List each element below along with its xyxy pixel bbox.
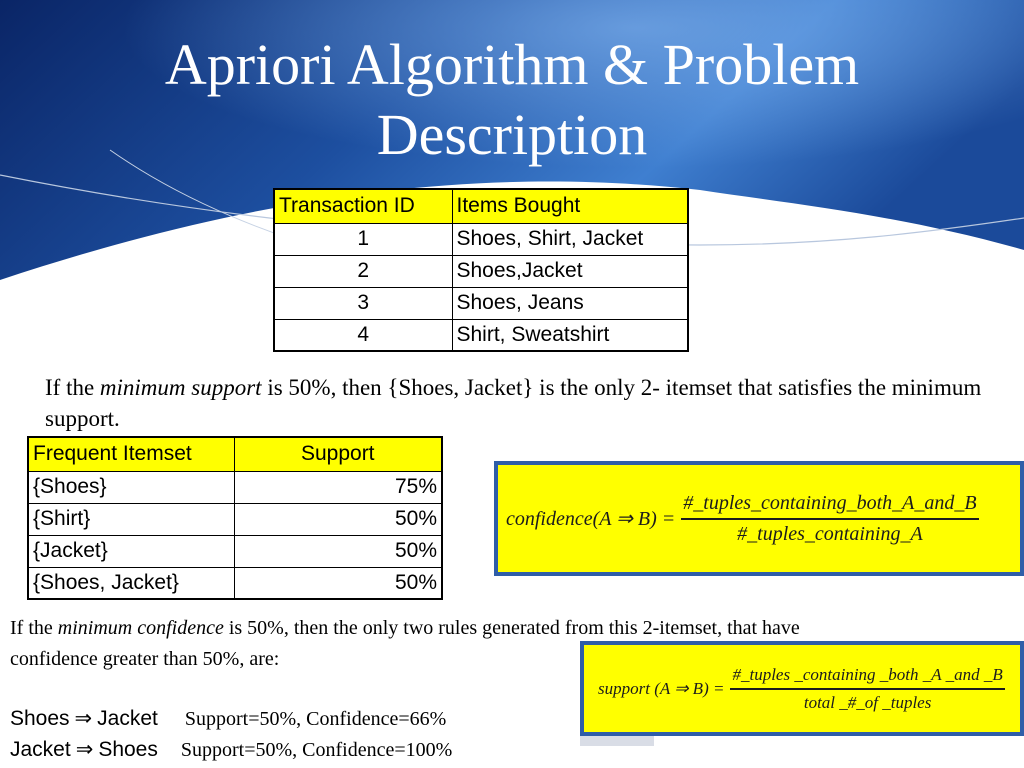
items-bought-cell: Shirt, Sweatshirt [452, 319, 688, 351]
table-row [28, 567, 442, 599]
transactions-header-row [274, 189, 688, 223]
table-row [28, 471, 442, 503]
support-explanation [45, 372, 1005, 434]
confidence-formula-lhs: confidence(A ⇒ B) = [506, 508, 676, 530]
frequent-header-row [28, 437, 442, 471]
itemset-cell: {Shoes} [28, 471, 234, 503]
rule-stats: Support=50%, Confidence=100% [180, 739, 453, 761]
implies-arrow-icon: ⇒ [75, 738, 94, 761]
support-formula-denominator: total _#_of _tuples [803, 692, 932, 712]
support-formula [580, 641, 1024, 736]
transactions-table [273, 188, 689, 352]
support-formula-numerator: #_tuples _containing _both _A _and _B [730, 665, 1004, 690]
transaction-id-cell: 1 [274, 223, 452, 255]
confidence-text-post: is 50%, then the only two rules generated from this 2-itemset, that have confidence greater than 50%, are: [10, 617, 800, 670]
confidence-formula-numerator: #_tuples_containing_both_A_and_B [681, 492, 978, 520]
column-header-frequent-itemset: Frequent Itemset [28, 437, 234, 471]
support-cell: 50% [234, 535, 442, 567]
rule-rhs: Shoes [98, 738, 158, 761]
column-header-transaction-id: Transaction ID [274, 189, 452, 223]
support-text-post: is 50%, then {Shoes, Jacket} is the only 2- itemset that satisfies the minimum support. [45, 375, 982, 431]
table-row [28, 535, 442, 567]
support-term: minimum support [99, 375, 262, 400]
confidence-formula-fraction [681, 492, 978, 546]
confidence-formula-denominator: #_tuples_containing_A [737, 522, 923, 545]
support-formula-lhs: support (A ⇒ B) = [598, 678, 725, 698]
itemset-cell: {Shoes, Jacket} [28, 567, 234, 599]
support-cell: 50% [234, 503, 442, 535]
transaction-id-cell: 3 [274, 287, 452, 319]
transaction-id-cell: 2 [274, 255, 452, 287]
confidence-term: minimum confidence [57, 617, 224, 639]
confidence-text-pre: If the [10, 617, 58, 639]
table-row [28, 503, 442, 535]
column-header-items-bought: Items Bought [452, 189, 688, 223]
support-text-pre: If the [45, 375, 100, 400]
title-line-2: Description [376, 102, 648, 167]
items-bought-cell: Shoes, Jeans [452, 287, 688, 319]
rule-stats: Support=50%, Confidence=66% [184, 708, 447, 730]
rule-lhs: Jacket [10, 738, 71, 761]
slide-title [0, 30, 1024, 170]
table-row [274, 255, 688, 287]
support-formula-fraction [730, 665, 1004, 713]
transaction-id-cell: 4 [274, 319, 452, 351]
frequent-itemset-table [27, 436, 443, 600]
rule-jacket-shoes [10, 737, 452, 762]
column-header-support: Support [234, 437, 442, 471]
table-row [274, 223, 688, 255]
implies-arrow-icon: ⇒ [74, 707, 93, 730]
items-bought-cell: Shoes,Jacket [452, 255, 688, 287]
itemset-cell: {Jacket} [28, 535, 234, 567]
support-cell: 75% [234, 471, 442, 503]
confidence-formula [494, 461, 1024, 576]
rule-lhs: Shoes [10, 707, 70, 730]
table-row [274, 287, 688, 319]
table-row [274, 319, 688, 351]
support-cell: 50% [234, 567, 442, 599]
formula-shadow-strip [580, 736, 654, 746]
items-bought-cell: Shoes, Shirt, Jacket [452, 223, 688, 255]
title-line-1: Apriori Algorithm & Problem [164, 32, 860, 97]
rule-shoes-jacket [10, 706, 446, 731]
itemset-cell: {Shirt} [28, 503, 234, 535]
rule-rhs: Jacket [97, 707, 158, 730]
